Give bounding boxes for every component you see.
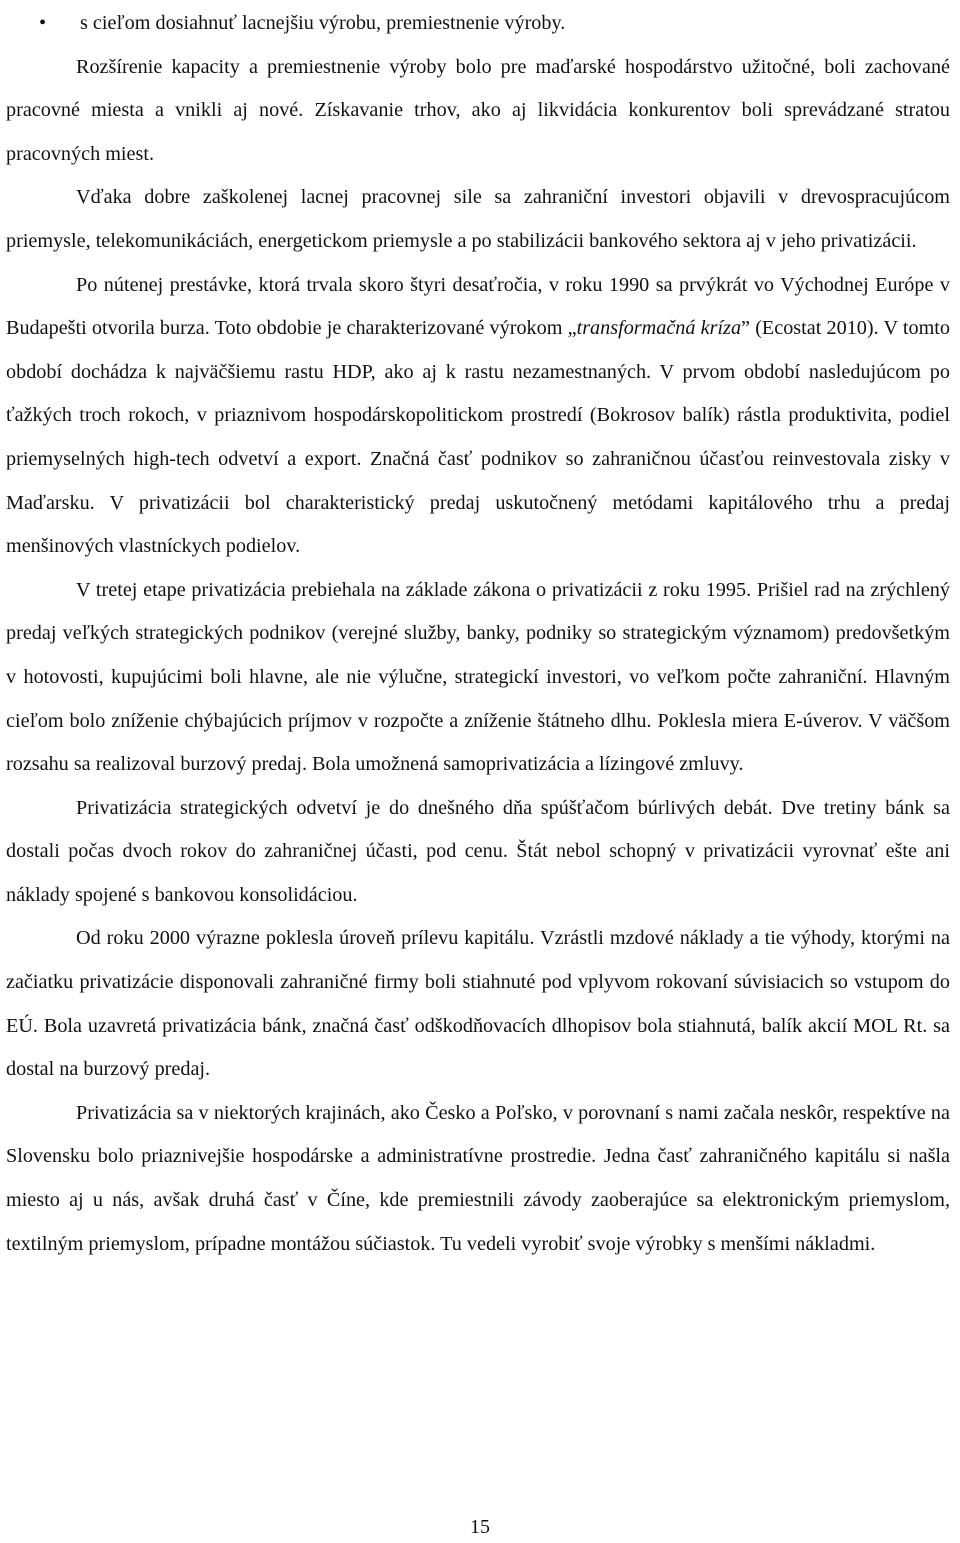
paragraph: Privatizácia sa v niektorých krajinách, ako Česko a Poľsko, v porovnaní s nami začala neskôr, respektíve na Slovensku bolo priaznivejšie hospodárske a administratívne prostredie. Jedna časť zahraničného kapitálu si našla miesto aj u nás, avšak druhá časť v Číne, kde premiestnili závody zaoberajúce sa elektronickým priemyslom, textilným priemyslom, prípadne montážou súčiastok. Tu vedeli vyrobiť svoje výrobky s menšími nákladmi. — [6, 1101, 950, 1255]
paragraph: Rozšírenie kapacity a premiestnenie výroby bolo pre maďarské hospodárstvo užitočné, boli zachované pracovné miesta a vnikli aj nové. Získavanie trhov, ako aj likvidácia konkurentov boli sprevádzané stratou pracovných miest. — [6, 55, 950, 165]
paragraph — [6, 264, 950, 569]
bullet-text: s cieľom dosiahnuť lacnejšiu výrobu, premiestnenie výroby. — [80, 12, 566, 34]
bullet-list-item — [6, 2, 950, 46]
body-text — [6, 46, 950, 1267]
italic-term: transformačná kríza — [576, 317, 742, 340]
paragraph: V tretej etape privatizácia prebiehala na základe zákona o privatizácii z roku 1995. Prišiel rad na zrýchlený predaj veľkých strategických podnikov (verejné služby, banky, podniky so strategickým významom) predovšetkým v hotovosti, kupujúcimi boli hlavne, ale nie výlučne, strategickí investori, vo veľkom počte zahraniční. Hlavným cieľom bolo zníženie chýbajúcich príjmov v rozpočte a zníženie štátneho dlhu. Poklesla miera E-úverov. V väčšom rozsahu sa realizoval burzový predaj. Bola umožnená samoprivatizácia a lízingové zmluvy. — [6, 578, 950, 776]
paragraph-text: Po nútenej prestávke, ktorá trvala skoro štyri desaťročia, v roku 1990 sa prvýkrát vo Východnej Európe v Budapešti otvorila burza. Toto obdobie je charakterizované výrokom „ — [6, 273, 950, 340]
page-number: 15 — [470, 1516, 490, 1538]
paragraph: Vďaka dobre zaškolenej lacnej pracovnej sile sa zahraniční investori objavili v drevospracujúcom priemysle, telekomunikáciách, energetickom priemysle a po stabilizácii bankového sektora aj v jeho privatizácii. — [6, 186, 950, 252]
paragraph-text: ” (Ecostat 2010). V tomto období dochádza k najväčšiemu rastu HDP, ako aj k rastu nezamestnaných. V prvom období nasledujúcom po ťažkých troch rokoch, v priaznivom hospodárskopolitickom prostredí (Bokrosov balík) rástla produktivita, podiel priemyselných high-tech odvetví a export. Značná časť podnikov so zahraničnou účasťou reinvestovala zisky v Maďarsku. V privatizácii bol charakteristický predaj uskutočnený metódami kapitálového trhu a predaj menšinových vlastníckych podielov. — [6, 317, 951, 558]
paragraph: Privatizácia strategických odvetví je do dnešného dňa spúšťačom búrlivých debát. Dve tretiny bánk sa dostali počas dvoch rokov do zahraničnej účasti, pod cenu. Štát nebol schopný v privatizácii vyrovnať ešte ani náklady spojené s bankovou konsolidáciou. — [6, 796, 950, 906]
bullet-icon: • — [39, 12, 47, 34]
paragraph: Od roku 2000 výrazne poklesla úroveň prílevu kapitálu. Vzrástli mzdové náklady a tie výhody, ktorými na začiatku privatizácie disponovali zahraničné firmy boli stiahnuté pod vplyvom rokovaní súvisiacich so vstupom do EÚ. Bola uzavretá privatizácia bánk, značná časť odškodňovacích dlhopisov bola stiahnutá, balík akcií MOL Rt. sa dostal na burzový predaj. — [6, 927, 950, 1081]
